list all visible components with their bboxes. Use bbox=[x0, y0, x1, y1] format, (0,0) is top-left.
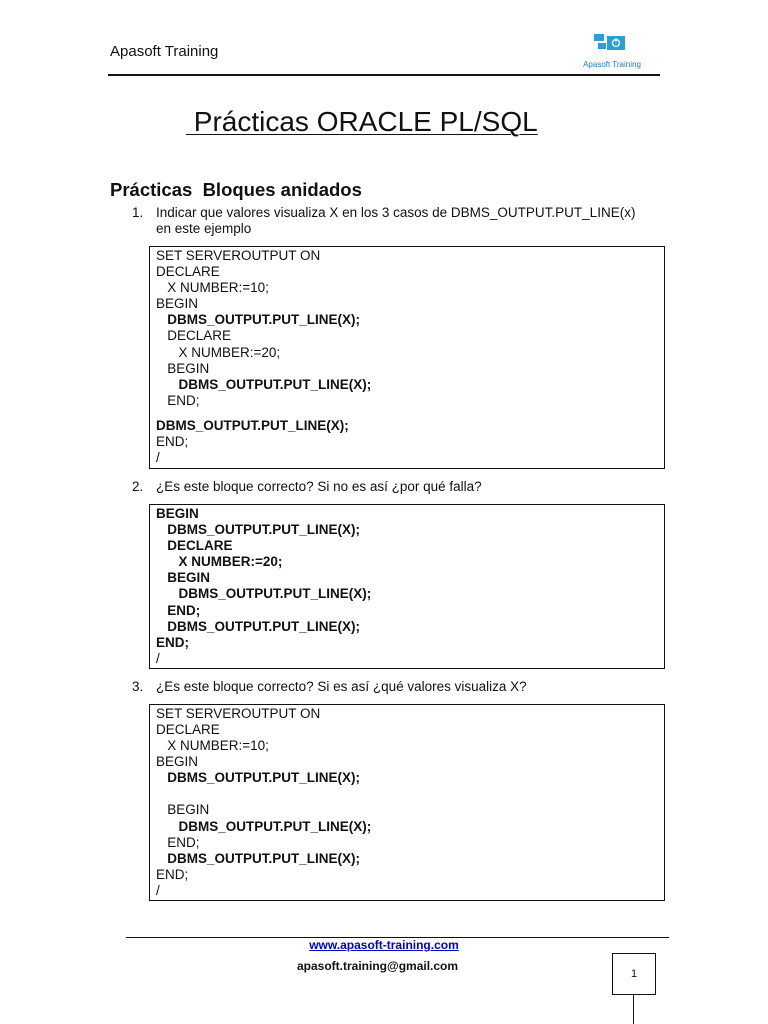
code-line: END; bbox=[156, 834, 200, 850]
code-line: / bbox=[156, 450, 160, 466]
question-number: 2. bbox=[132, 479, 144, 494]
header-company: Apasoft Training bbox=[110, 43, 219, 60]
code-line: DBMS_OUTPUT.PUT_LINE(X); bbox=[156, 312, 361, 328]
header-rule bbox=[108, 74, 660, 76]
code-line: BEGIN bbox=[156, 570, 211, 586]
code-line: SET SERVEROUTPUT ON bbox=[156, 248, 321, 263]
footer-email: apasoft.training@gmail.com bbox=[297, 959, 459, 973]
spacer bbox=[150, 786, 664, 802]
code-line: END; bbox=[156, 634, 189, 650]
code-line: DBMS_OUTPUT.PUT_LINE(X); bbox=[156, 818, 372, 834]
code-line: END; bbox=[156, 392, 200, 408]
logo-text: Apasoft Training bbox=[583, 60, 641, 69]
code-line: X NUMBER:=20; bbox=[156, 344, 281, 360]
question-number: 3. bbox=[132, 679, 144, 694]
section-title: Prácticas Bloques anidados bbox=[110, 179, 362, 200]
code-line: DBMS_OUTPUT.PUT_LINE(X); bbox=[156, 770, 361, 786]
code-line: DBMS_OUTPUT.PUT_LINE(X); bbox=[156, 522, 361, 538]
code-line: BEGIN bbox=[156, 360, 210, 376]
code-line: DECLARE bbox=[156, 328, 232, 344]
code-line: / bbox=[156, 650, 160, 666]
question-text: ¿Es este bloque correcto? Si no es así ¿por qué falla? bbox=[156, 479, 482, 494]
code-line: BEGIN bbox=[156, 296, 199, 312]
footer-url-row bbox=[0, 938, 768, 952]
code-line: / bbox=[156, 882, 160, 898]
question-text: ¿Es este bloque correcto? Si es así ¿qué valores visualiza X? bbox=[156, 679, 527, 694]
question-number: 1. bbox=[132, 205, 144, 220]
code-line: SET SERVEROUTPUT ON bbox=[156, 706, 321, 721]
code-line: END; bbox=[156, 866, 189, 882]
code-line: X NUMBER:=10; bbox=[156, 738, 269, 754]
code-line: DECLARE bbox=[156, 264, 220, 280]
monitor-power-icon bbox=[592, 30, 628, 58]
question-text: Indicar que valores visualiza X en los 3 casos de DBMS_OUTPUT.PUT_LINE(x) en este ejemplo bbox=[156, 205, 636, 236]
code-line: DBMS_OUTPUT.PUT_LINE(X); bbox=[156, 586, 372, 602]
code-line: DECLARE bbox=[156, 722, 220, 738]
code-line: END; bbox=[156, 602, 201, 618]
code-line: X NUMBER:=10; bbox=[156, 280, 269, 296]
page-title: Prácticas ORACLE PL/SQL bbox=[186, 106, 538, 137]
code-line: DBMS_OUTPUT.PUT_LINE(X); bbox=[156, 618, 361, 634]
page-number-stem bbox=[633, 995, 634, 1024]
code-line: DBMS_OUTPUT.PUT_LINE(X); bbox=[156, 850, 361, 866]
code-line: BEGIN bbox=[156, 754, 199, 770]
code-line: BEGIN bbox=[156, 506, 199, 521]
code-line: DBMS_OUTPUT.PUT_LINE(X); bbox=[156, 417, 349, 433]
company-logo bbox=[570, 28, 650, 72]
code-block-2 bbox=[149, 504, 665, 669]
code-line: DBMS_OUTPUT.PUT_LINE(X); bbox=[156, 376, 372, 392]
code-line: DECLARE bbox=[156, 538, 233, 554]
code-line: END; bbox=[156, 434, 189, 450]
code-line: BEGIN bbox=[156, 802, 210, 818]
code-block-1 bbox=[149, 246, 665, 469]
code-block-3 bbox=[149, 704, 665, 901]
spacer bbox=[150, 409, 664, 418]
page-number: 1 bbox=[612, 953, 656, 995]
code-line: X NUMBER:=20; bbox=[156, 554, 283, 570]
website-link[interactable]: www.apasoft-training.com bbox=[309, 938, 459, 952]
